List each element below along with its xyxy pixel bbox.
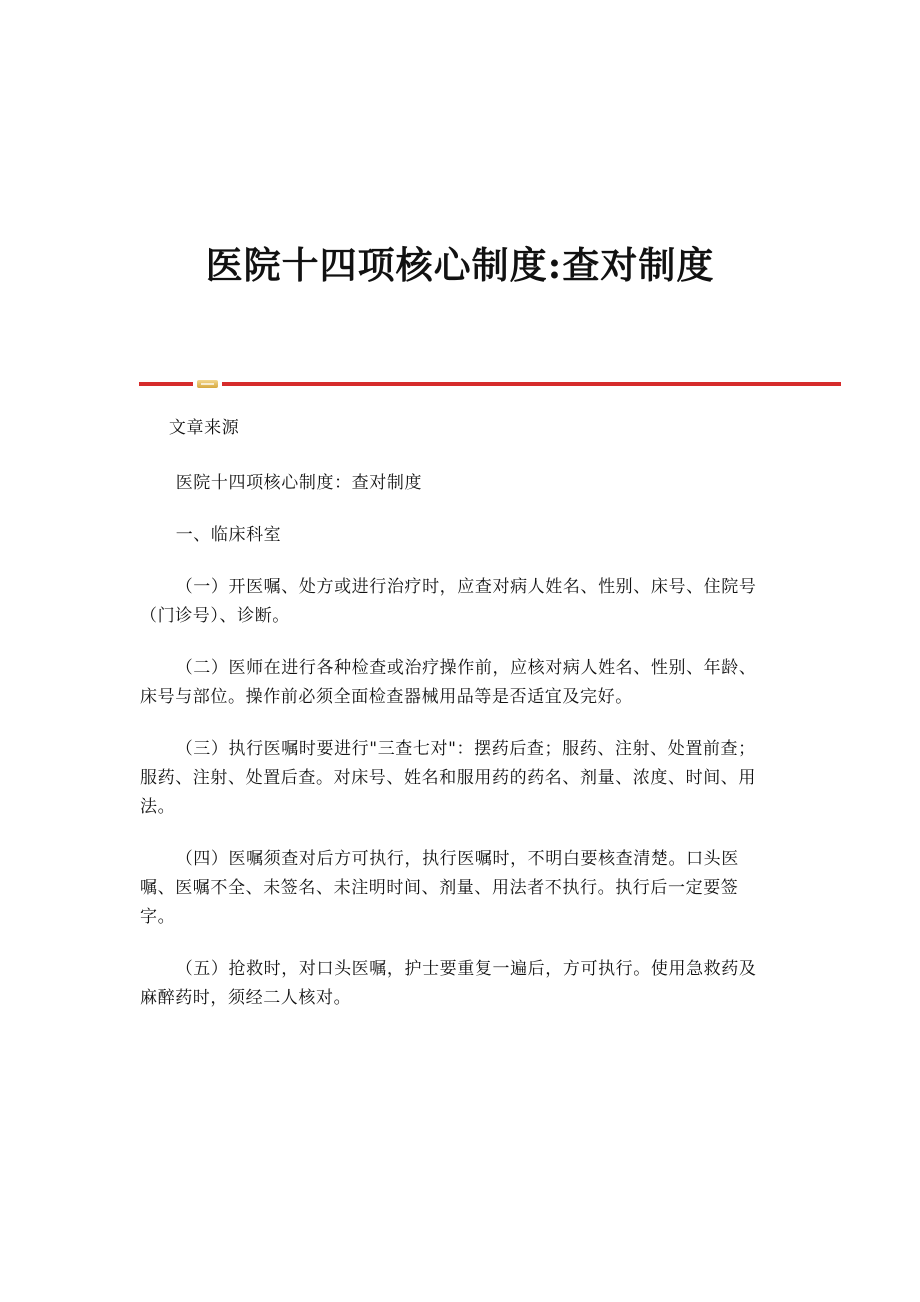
paragraph-item-5: （五）抢救时，对口头医嘱，护士要重复一遍后，方可执行。使用急救药及麻醉药时，须经二人核对。 [140, 959, 757, 1008]
divider-ornament-icon [197, 380, 218, 388]
paragraph-item-3: （三）执行医嘱时要进行"三查七对"：摆药后查；服药、注射、处置前查；服药、注射、处置后查。对床号、姓名和服用药的药名、剂量、浓度、时间、用法。 [140, 739, 756, 817]
paragraph-item-4: （四）医嘱须查对后方可执行，执行医嘱时，不明白要核查清楚。口头医嘱、医嘱不全、未签名、未注明时间、剂量、用法者不执行。执行后一定要签字。 [140, 849, 739, 927]
subtitle-paragraph: 医院十四项核心制度：查对制度 [175, 473, 423, 493]
paragraph-item-2: （二）医师在进行各种检查或治疗操作前，应核对病人姓名、性别、年龄、床号与部位。操作前必须全面检查器械用品等是否适宜及完好。 [140, 658, 757, 707]
source-label: 文章来源 [168, 418, 240, 438]
document-body [140, 414, 772, 1036]
divider-line-left [139, 382, 193, 386]
paragraph-item-1: （一）开医嘱、处方或进行治疗时，应查对病人姓名、性别、床号、住院号（门诊号）、诊断。 [140, 577, 757, 626]
title-divider [139, 380, 841, 388]
document-title: 医院十四项核心制度:查对制度 [205, 242, 715, 287]
divider-line-right [222, 382, 841, 386]
section-heading: 一、临床科室 [175, 525, 282, 545]
